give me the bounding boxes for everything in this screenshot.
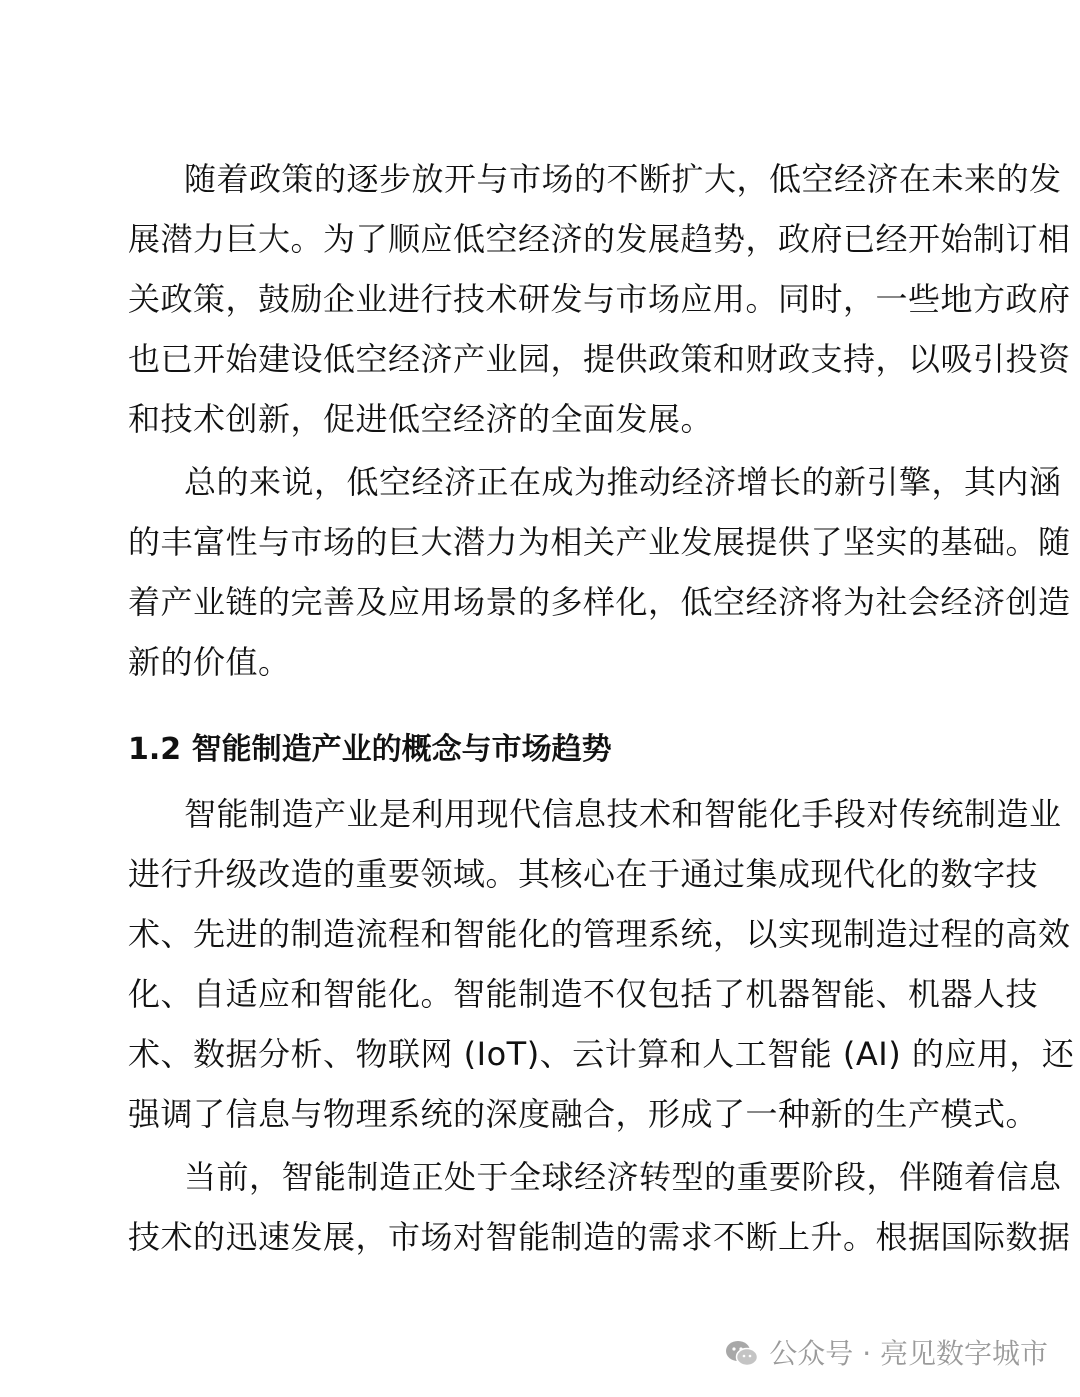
paragraph-4-line-2: 技术的迅速发展，市场对智能制造的需求不断上升。根据国际数据 bbox=[128, 1218, 1071, 1256]
paragraph-2-line-1: 总的来说，低空经济正在成为推动经济增长的新引擎，其内涵 bbox=[184, 463, 1062, 501]
paragraph-1-line-4: 也已开始建设低空经济产业园，提供政策和财政支持，以吸引投资 bbox=[128, 340, 1071, 378]
paragraph-2-line-3: 着产业链的完善及应用场景的多样化，低空经济将为社会经济创造 bbox=[128, 583, 1071, 621]
paragraph-4-line-1: 当前，智能制造正处于全球经济转型的重要阶段，伴随着信息 bbox=[184, 1158, 1062, 1196]
paragraph-3-line-4: 化、自适应和智能化。智能制造不仅包括了机器智能、机器人技 bbox=[128, 975, 1039, 1013]
paragraph-2-line-4: 新的价值。 bbox=[128, 643, 291, 681]
section-heading: 1.2 智能制造产业的概念与市场趋势 bbox=[128, 732, 612, 767]
wechat-icon bbox=[725, 1339, 759, 1369]
paragraph-2-line-2: 的丰富性与市场的巨大潜力为相关产业发展提供了坚实的基础。随 bbox=[128, 523, 1071, 561]
paragraph-3-line-3: 术、先进的制造流程和智能化的管理系统，以实现制造过程的高效 bbox=[128, 915, 1071, 953]
paragraph-3-line-2: 进行升级改造的重要领域。其核心在于通过集成现代化的数字技 bbox=[128, 855, 1039, 893]
paragraph-1-line-2: 展潜力巨大。为了顺应低空经济的发展趋势，政府已经开始制订相 bbox=[128, 220, 1071, 258]
watermark bbox=[725, 1336, 1048, 1372]
paragraph-1-line-5: 和技术创新，促进低空经济的全面发展。 bbox=[128, 400, 714, 438]
paragraph-3-line-1: 智能制造产业是利用现代信息技术和智能化手段对传统制造业 bbox=[184, 795, 1062, 833]
paragraph-3-line-5: 术、数据分析、物联网 (IoT)、云计算和人工智能 (AI) 的应用，还 bbox=[128, 1035, 1075, 1073]
watermark-text: 公众号 · 亮见数字城市 bbox=[769, 1337, 1048, 1370]
paragraph-3-line-6: 强调了信息与物理系统的深度融合，形成了一种新的生产模式。 bbox=[128, 1095, 1039, 1133]
paragraph-1-line-1: 随着政策的逐步放开与市场的不断扩大，低空经济在未来的发 bbox=[184, 160, 1062, 198]
paragraph-1-line-3: 关政策，鼓励企业进行技术研发与市场应用。同时，一些地方政府 bbox=[128, 280, 1071, 318]
